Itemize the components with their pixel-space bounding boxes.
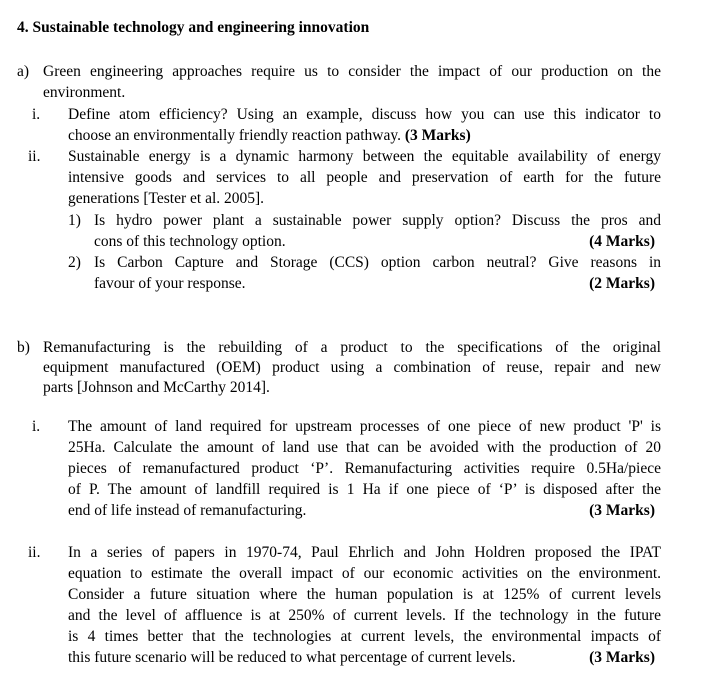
part-b-q-i-line5: end of life instead of remanufacturing. bbox=[68, 502, 307, 519]
part-b-q-ii-line6: this future scenario will be reduced to what percentage of current levels. bbox=[68, 649, 516, 666]
part-b-q-i-line3: pieces of remanufactured product ‘P’. Remanufacturing activities require 0.5Ha/piece bbox=[68, 460, 661, 477]
part-b-label: b) bbox=[17, 339, 30, 356]
part-b-intro-line3: parts [Johnson and McCarthy 2014]. bbox=[43, 379, 270, 396]
part-b-q-ii-line3: Consider a future situation where the human population is at 125% of current levels bbox=[68, 586, 661, 603]
part-b-q-i-line2: 25Ha. Calculate the amount of land use that can be avoided with the production of 20 bbox=[68, 439, 661, 456]
part-b-intro-line1: Remanufacturing is the rebuilding of a product to the specifications of the original bbox=[43, 339, 661, 356]
part-b-q-ii-line1: In a series of papers in 1970-74, Paul Ehrlich and John Holdren proposed the IPAT bbox=[68, 544, 661, 561]
part-b-q-i-label: i. bbox=[32, 418, 41, 435]
part-a-q-ii-line1: Sustainable energy is a dynamic harmony between the equitable availability of energy bbox=[68, 148, 661, 165]
part-b-q-ii-line4: and the level of affluence is at 250% of current levels. If the technology in the future bbox=[68, 607, 661, 624]
part-a-sub2-marks: (2 Marks) bbox=[589, 275, 655, 292]
part-b-q-i-marks: (3 Marks) bbox=[589, 502, 655, 519]
part-b-q-i-line1: The amount of land required for upstream processes of one piece of new product 'P' is bbox=[68, 418, 661, 435]
part-a-q-i-label: i. bbox=[32, 106, 41, 123]
part-a-q-ii-label: ii. bbox=[28, 148, 41, 165]
part-a-q-i-line1: Define atom efficiency? Using an example, discuss how you can use this indicator to bbox=[68, 106, 661, 123]
part-b-intro-line2: equipment manufactured (OEM) product using a combination of reuse, repair and new bbox=[43, 359, 661, 376]
part-a-sub1-line2: cons of this technology option. bbox=[94, 233, 286, 250]
part-b-q-i-line4: of P. The amount of landfill required is 1 Ha if one piece of ‘P’ is disposed after the bbox=[68, 481, 661, 498]
part-a-sub1-line1: Is hydro power plant a sustainable power supply option? Discuss the pros and bbox=[94, 212, 661, 229]
part-a-q-ii-line3: generations [Tester et al. 2005]. bbox=[68, 190, 265, 207]
part-a-label: a) bbox=[17, 63, 30, 80]
part-a-intro-line2: environment. bbox=[43, 84, 126, 101]
part-a-q-i-marks: (3 Marks) bbox=[404, 127, 471, 144]
part-b-q-ii-line2: equation to estimate the overall impact of our economic activities on the environment. bbox=[68, 565, 661, 582]
part-b-q-ii-label: ii. bbox=[28, 544, 41, 561]
part-a-sub1-marks: (4 Marks) bbox=[589, 233, 655, 250]
part-a-sub2-line1: Is Carbon Capture and Storage (CCS) option carbon neutral? Give reasons in bbox=[94, 254, 661, 271]
part-a-sub2-line2: favour of your response. bbox=[94, 275, 246, 292]
part-a-intro-line1: Green engineering approaches require us to consider the impact of our production on the bbox=[43, 63, 661, 80]
part-a-q-ii-line2: intensive goods and services to all people and preservation of earth for the future bbox=[68, 169, 661, 186]
part-a-q-i-line2 bbox=[68, 125, 471, 146]
part-a-q-i-line2-text: choose an environmentally friendly reaction pathway. bbox=[68, 127, 401, 144]
section-title: 4. Sustainable technology and engineering innovation bbox=[17, 19, 370, 36]
part-a-sub1-label: 1) bbox=[68, 212, 81, 229]
part-b-q-ii-line5: is 4 times better that the technologies at current levels, the environmental impacts of bbox=[68, 628, 661, 645]
part-b-q-ii-marks: (3 Marks) bbox=[589, 649, 655, 666]
part-a-sub2-label: 2) bbox=[68, 254, 81, 271]
